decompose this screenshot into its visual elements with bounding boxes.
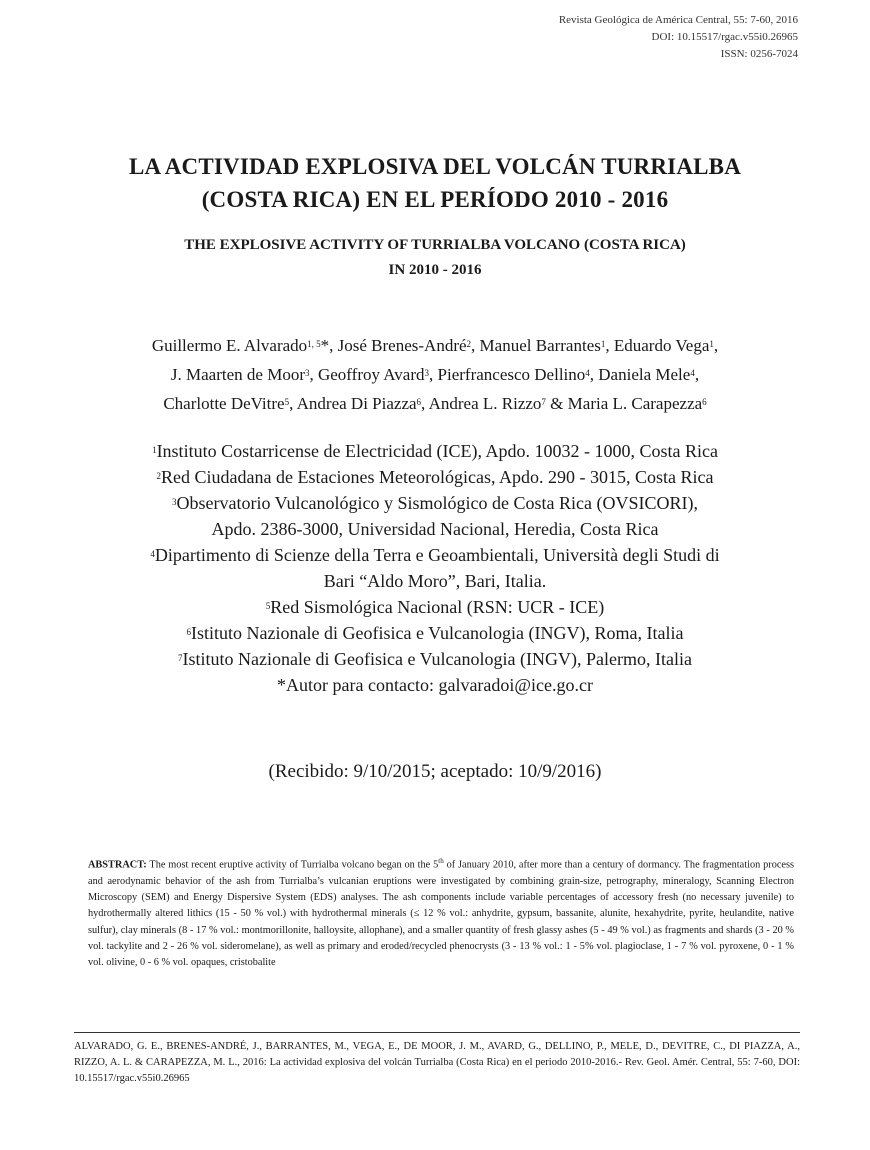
author-sep: ,: [429, 365, 438, 384]
author-line: [0, 331, 870, 360]
paper-title: [0, 150, 870, 216]
author-affil-ref: 5: [284, 397, 290, 407]
author-name: Maria L. Carapezza: [567, 394, 703, 413]
affiliations: [0, 438, 870, 698]
author-list: [0, 331, 870, 418]
author-affil-ref: 4: [690, 368, 695, 378]
affiliation-number: 6: [186, 627, 192, 637]
abstract-label: ABSTRACT:: [88, 859, 147, 871]
author-affil-ref: 1: [600, 339, 606, 349]
journal-header: [559, 12, 798, 63]
author-sep: ,: [605, 336, 614, 355]
author-sep: &: [545, 394, 568, 413]
author-sep: ,: [309, 365, 318, 384]
author-affil-ref: 1, 5: [307, 339, 321, 349]
citation: ALVARADO, G. E., BRENES-ANDRÉ, J., BARRANTES, M., VEGA, E., DE MOOR, J. M., AVARD, G., DELLINO, P., MELE, D., DEVITRE, C., DI PIAZZA, A., RIZZO, A. L. & CARAPEZZA, M. L., 2016: La actividad explosiva del volcán Turrialba (Costa Rica) en el periodo 2010-2016.- Rev. Geol. Amér. Central, 55: 7-60, DOI: 10.15517/rgac.v55i0.26965: [74, 1041, 800, 1084]
affiliation: [0, 516, 870, 542]
author-line: [0, 389, 870, 418]
affiliation-number: 3: [171, 497, 177, 507]
author-sep: ,: [713, 336, 719, 355]
affiliation-text: Dipartimento di Scienze della Terra e Geoambientali, Università degli Studi di: [154, 545, 720, 565]
affiliation: [0, 594, 870, 620]
abstract-text: of January 2010, after more than a century of dormancy. The fragmentation process and aerodynamic behavior of the ash from Turrialba’s vulcanian eruptions were investigated by combining grain-size, petrography, mineralogy, Scanning Electron Microscopy (SEM) and Energy Dispersive System (EDS) analyses. The ash components include variable percentages of accessory fresh (no necessary juvenile) to hydrothermally altered lithics (15 - 50 % vol.) with hydrothermal minerals (≤ 12 % vol.: anhydrite, gypsum, bassanite, alunite, hexahydrite, pyrite, heulandite, native sulfur), clay minerals (8 - 17 % vol.: montmorillonite, halloysite, allophane), and a smaller quantity of fresh glassy ashes (5 - 49 % vol.) as fragments and shards (3 - 20 % vol. tackylite and 2 - 26 % vol. sideromelane), as well as primary and eroded/recycled phenocrysts (3 - 13 % vol.: 1 - 5% vol. plagioclase, 1 - 7 % vol. pyroxene, 0 - 1 % vol. olivine, 0 - 6 % vol. opaques, cristobalite: [88, 859, 794, 969]
affiliation: [0, 646, 870, 672]
received-dates: (Recibido: 9/10/2015; aceptado: 10/9/2016): [268, 761, 602, 782]
author-sep: *,: [320, 336, 338, 355]
affiliation: [0, 568, 870, 594]
author-affil-ref: 1: [709, 339, 714, 349]
author-name: Eduardo Vega: [613, 336, 710, 355]
author-name: Charlotte DeVitre: [163, 394, 285, 413]
affiliation-text: *Autor para contacto: galvaradoi@ice.go.cr: [277, 675, 593, 695]
author-name: Andrea L. Rizzo: [428, 394, 542, 413]
author-line: [0, 360, 870, 389]
affiliation: [0, 490, 870, 516]
abstract: [88, 853, 794, 972]
affiliation: [0, 438, 870, 464]
paper-subtitle: [0, 233, 870, 283]
affiliation-text: Instituto Costarricense de Electricidad (ICE), Apdo. 10032 - 1000, Costa Rica: [156, 441, 718, 461]
author-name: Geoffroy Avard: [317, 365, 425, 384]
affiliation-text: Observatorio Vulcanológico y Sismológico de Costa Rica (OVSICORI),: [176, 493, 699, 513]
author-name: Manuel Barrantes: [479, 336, 601, 355]
author-affil-ref: 2: [466, 339, 472, 349]
author-affil-ref: 6: [702, 397, 707, 407]
affiliation-number: 1: [152, 445, 157, 455]
author-name: J. Maarten de Moor: [170, 365, 305, 384]
author-sep: ,: [471, 336, 480, 355]
affiliation-text: Apdo. 2386-3000, Universidad Nacional, Heredia, Costa Rica: [211, 519, 659, 539]
author-affil-ref: 4: [585, 368, 590, 378]
author-name: Daniela Mele: [598, 365, 691, 384]
affiliation-number: 2: [156, 471, 162, 481]
author-sep: ,: [289, 394, 297, 413]
affiliation-text: Istituto Nazionale di Geofisica e Vulcanologia (INGV), Roma, Italia: [191, 623, 684, 643]
author-affil-ref: 7: [541, 397, 546, 407]
subtitle-line: IN 2010 - 2016: [388, 262, 482, 278]
affiliation: [0, 542, 870, 568]
author-name: Guillermo E. Alvarado: [151, 336, 308, 355]
abstract-sup: th: [438, 857, 444, 865]
affiliation-text: Red Ciudadana de Estaciones Meteorológicas, Apdo. 290 - 3015, Costa Rica: [161, 467, 714, 487]
affiliation: [0, 620, 870, 646]
author-sep: ,: [694, 365, 700, 384]
title-line: (COSTA RICA) EN EL PERÍODO 2010 - 2016: [201, 187, 669, 212]
subtitle-line: THE EXPLOSIVE ACTIVITY OF TURRIALBA VOLCANO (COSTA RICA): [184, 237, 686, 253]
affiliation: [0, 464, 870, 490]
author-affil-ref: 3: [424, 368, 430, 378]
affiliation-text: Red Sismológica Nacional (RSN: UCR - ICE): [270, 597, 605, 617]
affiliation-number: 7: [178, 653, 183, 663]
author-affil-ref: 6: [416, 397, 422, 407]
affiliation-number: 5: [265, 601, 271, 611]
author-sep: ,: [589, 365, 599, 384]
contact-author: [0, 672, 870, 698]
citation-divider: [74, 1032, 800, 1033]
affiliation-text: Istituto Nazionale di Geofisica e Vulcanologia (INGV), Palermo, Italia: [182, 649, 692, 669]
affiliation-text: Bari “Aldo Moro”, Bari, Italia.: [323, 571, 547, 591]
journal-reference: Revista Geológica de América Central, 55: 7-60, 2016: [558, 14, 798, 26]
author-sep: ,: [421, 394, 429, 413]
issn: ISSN: 0256-7024: [720, 48, 798, 60]
affiliation-number: 4: [150, 549, 155, 559]
author-affil-ref: 3: [304, 368, 310, 378]
author-name: José Brenes-André: [337, 336, 467, 355]
doi: DOI: 10.15517/rgac.v55i0.26965: [651, 31, 798, 43]
title-line: LA ACTIVIDAD EXPLOSIVA DEL VOLCÁN TURRIALBA: [128, 154, 742, 179]
author-name: Andrea Di Piazza: [296, 394, 417, 413]
abstract-text: The most recent eruptive activity of Turrialba volcano began on the 5: [146, 859, 439, 871]
author-name: Pierfrancesco Dellino: [437, 365, 586, 384]
